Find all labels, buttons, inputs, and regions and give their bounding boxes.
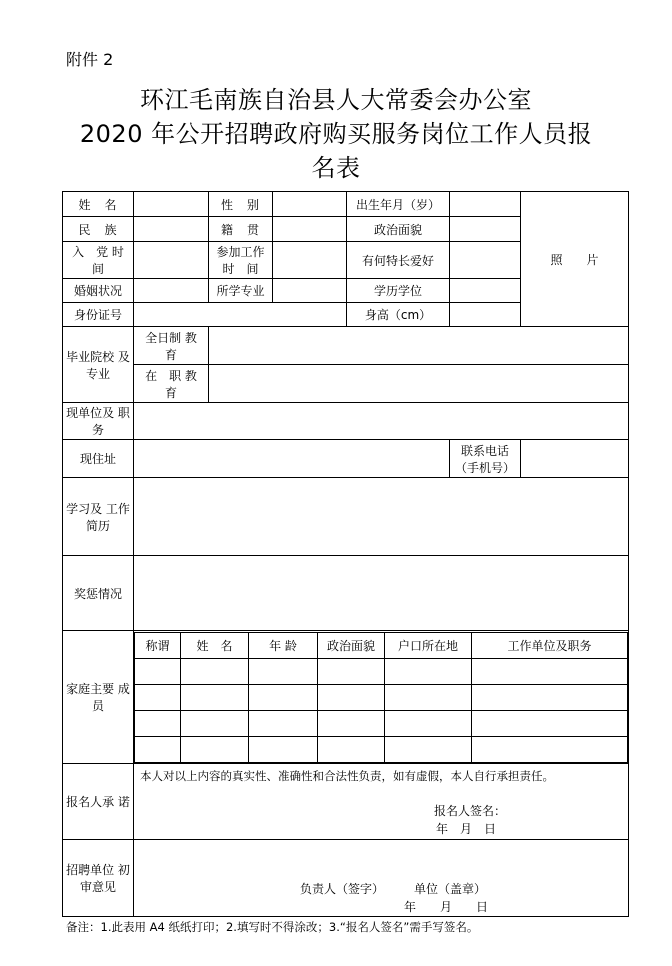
degree-field[interactable]	[450, 279, 521, 303]
current-unit-field[interactable]	[134, 403, 629, 440]
family-cell[interactable]	[181, 658, 249, 684]
family-row	[135, 710, 628, 736]
name-label: 姓 名	[63, 192, 134, 217]
family-table	[134, 632, 628, 763]
family-header-relation: 称谓	[135, 632, 181, 658]
attachment-label: 附件 2	[66, 50, 114, 69]
party-join-time-label: 入 党 时 间	[63, 242, 134, 279]
hobbies-field[interactable]	[450, 242, 521, 279]
major-label: 所学专业	[209, 279, 273, 303]
political-status-label: 政治面貌	[347, 217, 450, 242]
family-header-age: 年 龄	[249, 632, 318, 658]
name-field[interactable]	[134, 192, 209, 217]
family-cell[interactable]	[472, 710, 628, 736]
review-cell	[134, 840, 629, 917]
family-header-work: 工作单位及职务	[472, 632, 628, 658]
review-label: 招聘单位 初审意见	[63, 840, 134, 917]
gender-field[interactable]	[273, 192, 347, 217]
political-status-field[interactable]	[450, 217, 521, 242]
phone-field[interactable]	[521, 440, 629, 478]
resume-field[interactable]	[134, 478, 629, 556]
school-label: 毕业院校 及专业	[63, 327, 134, 403]
phone-label: 联系电话 （手机号）	[450, 440, 521, 478]
review-date: 年 月 日	[404, 900, 489, 914]
family-cell[interactable]	[249, 684, 318, 710]
native-place-label: 籍 贯	[209, 217, 273, 242]
birth-label: 出生年月（岁）	[347, 192, 450, 217]
family-cell[interactable]	[385, 710, 472, 736]
family-cell[interactable]	[135, 658, 181, 684]
family-cell[interactable]	[249, 710, 318, 736]
family-cell[interactable]	[318, 710, 385, 736]
inservice-label: 在 职 教 育	[134, 365, 209, 403]
fulltime-field[interactable]	[209, 327, 629, 365]
marital-label: 婚姻状况	[63, 279, 134, 303]
family-cell[interactable]	[181, 684, 249, 710]
gender-label: 性 别	[209, 192, 273, 217]
id-number-label: 身份证号	[63, 303, 134, 327]
family-cell[interactable]	[181, 710, 249, 736]
rewards-label: 奖惩情况	[63, 556, 134, 631]
promise-text: 本人对以上内容的真实性、准确性和合法性负责，如有虚假，本人自行承担责任。	[140, 769, 554, 783]
ethnicity-field[interactable]	[134, 217, 209, 242]
footnote: 备注：1.此表用 A4 纸纸打印；2.填写时不得涂改；3.“报名人签名”需手写签名。	[66, 920, 479, 934]
family-cell[interactable]	[318, 658, 385, 684]
family-cell[interactable]	[181, 736, 249, 762]
family-cell[interactable]	[249, 658, 318, 684]
id-number-field[interactable]	[134, 303, 347, 327]
promise-label: 报名人承 诺	[63, 764, 134, 840]
family-header-political: 政治面貌	[318, 632, 385, 658]
ethnicity-label: 民 族	[63, 217, 134, 242]
degree-label: 学历学位	[347, 279, 450, 303]
family-row	[135, 658, 628, 684]
promise-date: 年 月 日	[436, 822, 497, 836]
promise-cell	[134, 764, 629, 840]
promise-signature-label: 报名人签名：	[434, 804, 507, 818]
work-start-time-field[interactable]	[273, 242, 347, 279]
family-cell[interactable]	[472, 736, 628, 762]
family-label: 家庭主要 成 员	[63, 631, 134, 764]
family-cell[interactable]	[472, 684, 628, 710]
rewards-field[interactable]	[134, 556, 629, 631]
family-header-hukou: 户口所在地	[385, 632, 472, 658]
family-row	[135, 684, 628, 710]
height-field[interactable]	[450, 303, 521, 327]
work-start-time-label: 参加工作 时 间	[209, 242, 273, 279]
resume-label: 学习及 工作简历	[63, 478, 134, 556]
native-place-field[interactable]	[273, 217, 347, 242]
family-cell[interactable]	[385, 658, 472, 684]
family-cell[interactable]	[385, 684, 472, 710]
birth-field[interactable]	[450, 192, 521, 217]
title-line-2: 2020 年公开招聘政府购买服务岗位工作人员报	[79, 120, 593, 148]
title-line-1: 环江毛南族自治县人大常委会办公室	[140, 86, 532, 114]
current-unit-label: 现单位及 职务	[63, 403, 134, 440]
family-cell[interactable]	[135, 710, 181, 736]
family-cell[interactable]	[472, 658, 628, 684]
hobbies-label: 有何特长爱好	[347, 242, 450, 279]
review-signature-line: 负责人（签字） 单位（盖章）	[300, 882, 487, 896]
height-label: 身高（cm）	[347, 303, 450, 327]
party-join-time-field[interactable]	[134, 242, 209, 279]
family-cell[interactable]	[318, 736, 385, 762]
inservice-field[interactable]	[209, 365, 629, 403]
fulltime-label: 全日制 教 育	[134, 327, 209, 365]
registration-form	[62, 191, 629, 917]
address-label: 现住址	[63, 440, 134, 478]
family-table-cell	[134, 631, 629, 764]
family-cell[interactable]	[385, 736, 472, 762]
family-header-name: 姓 名	[181, 632, 249, 658]
family-row	[135, 736, 628, 762]
family-cell[interactable]	[135, 736, 181, 762]
family-cell[interactable]	[249, 736, 318, 762]
family-cell[interactable]	[318, 684, 385, 710]
title-line-3: 名表	[311, 154, 361, 182]
address-field[interactable]	[134, 440, 450, 478]
photo-cell: 照 片	[521, 192, 629, 327]
marital-field[interactable]	[134, 279, 209, 303]
major-field[interactable]	[273, 279, 347, 303]
